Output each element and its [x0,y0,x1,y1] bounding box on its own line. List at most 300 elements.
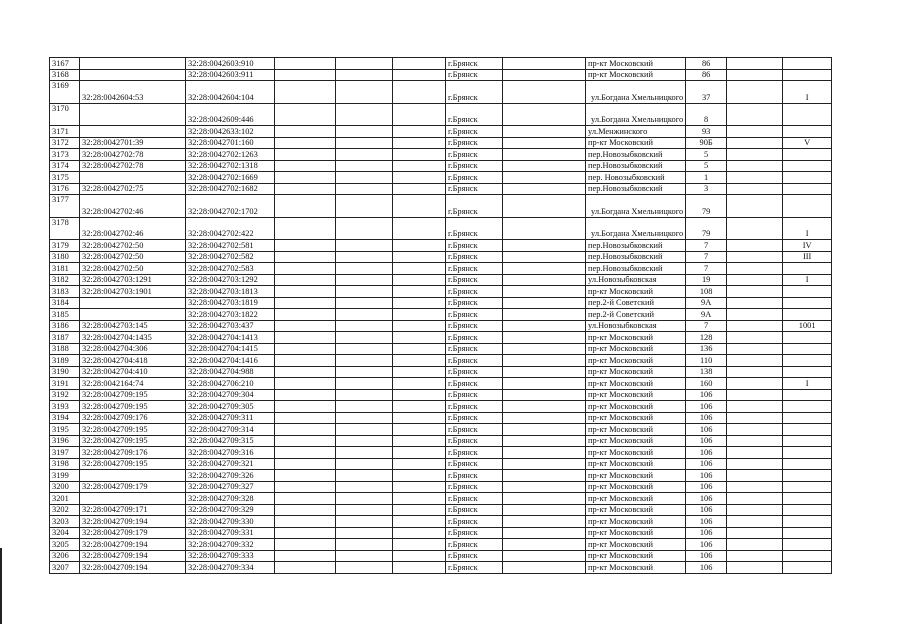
room-number-cell [783,160,832,172]
empty-cell [275,481,336,493]
street-cell: пр-кт Московский [586,493,686,505]
house-number-cell: 106 [686,527,727,539]
row-number-cell: 3195 [50,424,80,436]
street-cell: пр-кт Московский [586,550,686,562]
city-cell: г.Брянск [446,137,503,149]
empty-cell [503,493,586,505]
land-cadastral-number-cell: 32:28:0042709:194 [80,539,186,551]
house-number-cell: 106 [686,481,727,493]
object-cadastral-number-cell: 32:28:0042703:1292 [186,274,275,286]
street-cell: пр-кт Московский [586,378,686,390]
city-cell: г.Брянск [446,217,503,240]
street-cell: ул.Богдана Хмельницкого [586,81,686,104]
row-number-cell: 3191 [50,378,80,390]
empty-cell [336,183,393,195]
city-cell: г.Брянск [446,539,503,551]
street-cell: пр-кт Московский [586,435,686,447]
empty-cell [727,550,783,562]
room-number-cell [783,126,832,138]
table-row [50,470,832,482]
object-cadastral-number-cell: 32:28:0042709:315 [186,435,275,447]
empty-cell [727,504,783,516]
empty-cell [503,217,586,240]
table-row [50,343,832,355]
empty-cell [727,366,783,378]
empty-cell [503,378,586,390]
row-number-cell: 3174 [50,160,80,172]
room-number-cell [783,172,832,184]
empty-cell [336,251,393,263]
row-number-cell: 3176 [50,183,80,195]
empty-cell [503,527,586,539]
empty-cell [275,516,336,528]
room-number-cell [783,424,832,436]
empty-cell [727,539,783,551]
empty-cell [336,149,393,161]
object-cadastral-number-cell: 32:28:0042709:328 [186,493,275,505]
room-number-cell [783,355,832,367]
empty-cell [503,550,586,562]
object-cadastral-number-cell: 32:28:0042702:1682 [186,183,275,195]
empty-cell [503,58,586,70]
room-number-cell: I [783,217,832,240]
room-number-cell [783,195,832,218]
street-cell: пр-кт Московский [586,481,686,493]
object-cadastral-number-cell: 32:28:0042704:988 [186,366,275,378]
empty-cell [275,81,336,104]
empty-cell [393,195,446,218]
house-number-cell: 110 [686,355,727,367]
house-number-cell: 86 [686,58,727,70]
empty-cell [336,550,393,562]
house-number-cell: 7 [686,263,727,275]
row-number-cell: 3171 [50,126,80,138]
table-row [50,320,832,332]
empty-cell [503,195,586,218]
house-number-cell: 160 [686,378,727,390]
empty-cell [727,137,783,149]
table-row [50,58,832,70]
row-number-cell: 3190 [50,366,80,378]
city-cell: г.Брянск [446,366,503,378]
empty-cell [727,516,783,528]
city-cell: г.Брянск [446,69,503,81]
street-cell: пр-кт Московский [586,516,686,528]
empty-cell [393,137,446,149]
empty-cell [393,58,446,70]
empty-cell [393,481,446,493]
street-cell: пр-кт Московский [586,366,686,378]
land-cadastral-number-cell: 32:28:0042604:53 [80,81,186,104]
table-row [50,309,832,321]
empty-cell [275,401,336,413]
row-number-cell: 3200 [50,481,80,493]
empty-cell [727,286,783,298]
row-number-cell: 3178 [50,217,80,240]
table-row [50,172,832,184]
empty-cell [503,435,586,447]
empty-cell [275,103,336,126]
land-cadastral-number-cell: 32:28:0042702:50 [80,263,186,275]
empty-cell [393,378,446,390]
row-number-cell: 3167 [50,58,80,70]
object-cadastral-number-cell: 32:28:0042709:314 [186,424,275,436]
empty-cell [503,286,586,298]
empty-cell [393,240,446,252]
land-cadastral-number-cell: 32:28:0042709:171 [80,504,186,516]
street-cell: пр-кт Московский [586,58,686,70]
row-number-cell: 3193 [50,401,80,413]
row-number-cell: 3186 [50,320,80,332]
object-cadastral-number-cell: 32:28:0042709:305 [186,401,275,413]
city-cell: г.Брянск [446,343,503,355]
land-cadastral-number-cell: 32:28:0042702:46 [80,195,186,218]
house-number-cell: 108 [686,286,727,298]
object-cadastral-number-cell: 32:28:0042704:1415 [186,343,275,355]
empty-cell [393,160,446,172]
empty-cell [336,81,393,104]
empty-cell [336,435,393,447]
object-cadastral-number-cell: 32:28:0042709:304 [186,389,275,401]
street-cell: пер.Новозыбковский [586,160,686,172]
empty-cell [503,332,586,344]
empty-cell [275,217,336,240]
empty-cell [275,435,336,447]
row-number-cell: 3184 [50,297,80,309]
empty-cell [503,366,586,378]
empty-cell [393,343,446,355]
house-number-cell: 106 [686,389,727,401]
table-row [50,149,832,161]
table-row [50,562,832,574]
empty-cell [275,160,336,172]
table-row [50,69,832,81]
land-cadastral-number-cell: 32:28:0042704:306 [80,343,186,355]
land-cadastral-number-cell: 32:28:0042701:39 [80,137,186,149]
table-row [50,81,832,104]
empty-cell [336,195,393,218]
empty-cell [727,81,783,104]
room-number-cell [783,343,832,355]
empty-cell [503,81,586,104]
table-row [50,504,832,516]
house-number-cell: 138 [686,366,727,378]
house-number-cell: 106 [686,435,727,447]
empty-cell [275,320,336,332]
land-cadastral-number-cell: 32:28:0042709:179 [80,481,186,493]
empty-cell [336,286,393,298]
land-cadastral-number-cell: 32:28:0042709:195 [80,401,186,413]
empty-cell [393,389,446,401]
street-cell: пр-кт Московский [586,458,686,470]
room-number-cell [783,401,832,413]
land-cadastral-number-cell: 32:28:0042709:195 [80,424,186,436]
row-number-cell: 3182 [50,274,80,286]
empty-cell [275,297,336,309]
empty-cell [336,504,393,516]
city-cell: г.Брянск [446,527,503,539]
land-cadastral-number-cell: 32:28:0042709:194 [80,550,186,562]
empty-cell [336,424,393,436]
street-cell: пер.Новозыбковский [586,183,686,195]
object-cadastral-number-cell: 32:28:0042709:311 [186,412,275,424]
house-number-cell: 106 [686,550,727,562]
table-row [50,389,832,401]
street-cell: ул.Богдана Хмельницкого [586,103,686,126]
table-row [50,263,832,275]
empty-cell [275,251,336,263]
empty-cell [275,389,336,401]
row-number-cell: 3203 [50,516,80,528]
object-cadastral-number-cell: 32:28:0042702:583 [186,263,275,275]
table-row [50,458,832,470]
row-number-cell: 3170 [50,103,80,126]
empty-cell [393,562,446,574]
empty-cell [393,539,446,551]
empty-cell [275,58,336,70]
empty-cell [336,103,393,126]
house-number-cell: 106 [686,458,727,470]
room-number-cell: V [783,137,832,149]
empty-cell [393,458,446,470]
empty-cell [275,539,336,551]
land-cadastral-number-cell: 32:28:0042703:1901 [80,286,186,298]
street-cell: пр-кт Московский [586,332,686,344]
empty-cell [727,401,783,413]
empty-cell [393,332,446,344]
city-cell: г.Брянск [446,183,503,195]
empty-cell [336,126,393,138]
house-number-cell: 106 [686,539,727,551]
land-cadastral-number-cell [80,58,186,70]
land-cadastral-number-cell: 32:28:0042702:78 [80,149,186,161]
house-number-cell: 5 [686,160,727,172]
table-row [50,366,832,378]
empty-cell [336,412,393,424]
land-cadastral-number-cell [80,69,186,81]
room-number-cell [783,149,832,161]
empty-cell [727,274,783,286]
object-cadastral-number-cell: 32:28:0042709:330 [186,516,275,528]
room-number-cell [783,366,832,378]
city-cell: г.Брянск [446,447,503,459]
city-cell: г.Брянск [446,562,503,574]
land-cadastral-number-cell: 32:28:0042703:1291 [80,274,186,286]
object-cadastral-number-cell: 32:28:0042703:1813 [186,286,275,298]
object-cadastral-number-cell: 32:28:0042702:1318 [186,160,275,172]
object-cadastral-number-cell: 32:28:0042703:1819 [186,297,275,309]
city-cell: г.Брянск [446,389,503,401]
street-cell: пер.2-й Советский [586,309,686,321]
empty-cell [336,160,393,172]
empty-cell [336,539,393,551]
object-cadastral-number-cell: 32:28:0042709:321 [186,458,275,470]
empty-cell [336,527,393,539]
empty-cell [503,103,586,126]
empty-cell [275,504,336,516]
empty-cell [336,516,393,528]
empty-cell [275,309,336,321]
city-cell: г.Брянск [446,412,503,424]
room-number-cell [783,412,832,424]
land-cadastral-number-cell: 32:28:0042709:176 [80,447,186,459]
empty-cell [503,458,586,470]
city-cell: г.Брянск [446,286,503,298]
city-cell: г.Брянск [446,550,503,562]
house-number-cell: 128 [686,332,727,344]
object-cadastral-number-cell: 32:28:0042603:911 [186,69,275,81]
street-cell: пр-кт Московский [586,343,686,355]
room-number-cell [783,332,832,344]
empty-cell [503,470,586,482]
row-number-cell: 3199 [50,470,80,482]
empty-cell [503,274,586,286]
city-cell: г.Брянск [446,424,503,436]
empty-cell [275,69,336,81]
empty-cell [336,240,393,252]
empty-cell [727,126,783,138]
street-cell: пер.Новозыбковский [586,263,686,275]
house-number-cell: 106 [686,493,727,505]
empty-cell [727,320,783,332]
empty-cell [275,274,336,286]
city-cell: г.Брянск [446,81,503,104]
empty-cell [393,251,446,263]
room-number-cell [783,539,832,551]
row-number-cell: 3180 [50,251,80,263]
empty-cell [393,424,446,436]
empty-cell [336,69,393,81]
empty-cell [727,412,783,424]
empty-cell [503,481,586,493]
city-cell: г.Брянск [446,332,503,344]
empty-cell [275,137,336,149]
table-row [50,240,832,252]
city-cell: г.Брянск [446,58,503,70]
empty-cell [727,240,783,252]
street-cell: пр-кт Московский [586,527,686,539]
empty-cell [503,240,586,252]
empty-cell [336,562,393,574]
empty-cell [393,286,446,298]
empty-cell [275,493,336,505]
table-row [50,297,832,309]
empty-cell [503,297,586,309]
empty-cell [503,160,586,172]
object-cadastral-number-cell: 32:28:0042709:334 [186,562,275,574]
table-row [50,412,832,424]
empty-cell [336,320,393,332]
table-row [50,286,832,298]
empty-cell [393,69,446,81]
city-cell: г.Брянск [446,240,503,252]
empty-cell [275,332,336,344]
row-number-cell: 3196 [50,435,80,447]
empty-cell [727,562,783,574]
table-row [50,332,832,344]
street-cell: пр-кт Московский [586,447,686,459]
object-cadastral-number-cell: 32:28:0042702:1702 [186,195,275,218]
empty-cell [336,332,393,344]
land-cadastral-number-cell: 32:28:0042164:74 [80,378,186,390]
street-cell: пер.Новозыбковский [586,251,686,263]
city-cell: г.Брянск [446,378,503,390]
empty-cell [393,550,446,562]
house-number-cell: 106 [686,516,727,528]
empty-cell [393,447,446,459]
empty-cell [503,251,586,263]
empty-cell [727,389,783,401]
house-number-cell: 86 [686,69,727,81]
empty-cell [503,320,586,332]
object-cadastral-number-cell: 32:28:0042709:329 [186,504,275,516]
street-cell: пр-кт Московский [586,355,686,367]
registry-table [49,57,832,574]
row-number-cell: 3198 [50,458,80,470]
empty-cell [336,343,393,355]
empty-cell [393,527,446,539]
table-row [50,401,832,413]
house-number-cell: 9А [686,297,727,309]
house-number-cell: 106 [686,470,727,482]
empty-cell [336,297,393,309]
empty-cell [393,183,446,195]
room-number-cell [783,550,832,562]
house-number-cell: 79 [686,217,727,240]
street-cell: пр-кт Московский [586,137,686,149]
street-cell: пр-кт Московский [586,470,686,482]
empty-cell [275,458,336,470]
empty-cell [275,286,336,298]
object-cadastral-number-cell: 32:28:0042709:327 [186,481,275,493]
empty-cell [275,527,336,539]
object-cadastral-number-cell: 32:28:0042709:316 [186,447,275,459]
land-cadastral-number-cell [80,172,186,184]
empty-cell [336,58,393,70]
room-number-cell [783,435,832,447]
row-number-cell: 3168 [50,69,80,81]
land-cadastral-number-cell: 32:28:0042703:145 [80,320,186,332]
house-number-cell: 9А [686,309,727,321]
object-cadastral-number-cell: 32:28:0042709:333 [186,550,275,562]
empty-cell [727,332,783,344]
land-cadastral-number-cell: 32:28:0042709:195 [80,389,186,401]
street-cell: пр-кт Московский [586,562,686,574]
street-cell: пр-кт Московский [586,504,686,516]
object-cadastral-number-cell: 32:28:0042709:332 [186,539,275,551]
house-number-cell: 5 [686,149,727,161]
row-number-cell: 3175 [50,172,80,184]
room-number-cell [783,309,832,321]
room-number-cell: 1001 [783,320,832,332]
table-row [50,550,832,562]
land-cadastral-number-cell: 32:28:0042702:75 [80,183,186,195]
empty-cell [275,562,336,574]
empty-cell [503,126,586,138]
row-number-cell: 3183 [50,286,80,298]
table-row [50,527,832,539]
street-cell: пр-кт Московский [586,412,686,424]
table-row [50,516,832,528]
object-cadastral-number-cell: 32:28:0042704:1416 [186,355,275,367]
empty-cell [503,137,586,149]
object-cadastral-number-cell: 32:28:0042706:210 [186,378,275,390]
street-cell: ул.Новозыбковская [586,274,686,286]
empty-cell [727,160,783,172]
room-number-cell [783,389,832,401]
empty-cell [275,183,336,195]
object-cadastral-number-cell: 32:28:0042604:104 [186,81,275,104]
